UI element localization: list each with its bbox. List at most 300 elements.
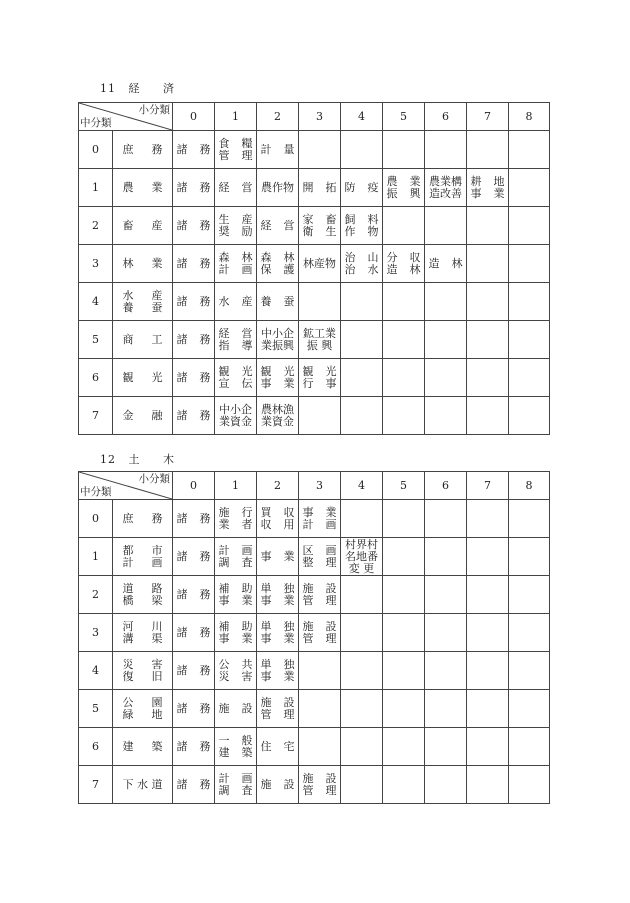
row-code: 5 bbox=[79, 690, 113, 728]
subcategory-cell bbox=[467, 766, 509, 804]
subcategory-cell bbox=[509, 207, 550, 245]
subcategory-cell bbox=[173, 207, 215, 245]
subcategory-cell bbox=[467, 321, 509, 359]
subcategory-cell bbox=[383, 500, 425, 538]
subcategory-cell bbox=[173, 538, 215, 576]
subcategory-cell bbox=[509, 614, 550, 652]
subcategory-cell bbox=[509, 245, 550, 283]
subcategory-cell bbox=[341, 245, 383, 283]
row-code: 5 bbox=[79, 321, 113, 359]
subcategory-text: 経 営 bbox=[260, 218, 295, 232]
subcategory-cell bbox=[383, 245, 425, 283]
subcategory-cell bbox=[509, 766, 550, 804]
section-number: 11 bbox=[100, 82, 116, 95]
subcategory-text: 諸 務 bbox=[176, 332, 211, 346]
column-header: 8 bbox=[509, 103, 550, 131]
subcategory-text: 単 独 事 業 bbox=[260, 657, 295, 683]
category-name-text: 災 害 復 旧 bbox=[122, 657, 163, 683]
column-header: 3 bbox=[299, 472, 341, 500]
subcategory-text: 鉱工業 振 興 bbox=[303, 326, 336, 352]
subcategory-cell bbox=[173, 728, 215, 766]
section-number: 12 bbox=[100, 453, 116, 466]
subcategory-text: 単 独 事 業 bbox=[260, 619, 295, 645]
classification-table-economy bbox=[78, 102, 550, 435]
subcategory-text: 農業構 造改善 bbox=[429, 174, 462, 200]
subcategory-cell bbox=[257, 283, 299, 321]
subcategory-cell bbox=[341, 614, 383, 652]
column-header: 7 bbox=[467, 472, 509, 500]
row-category-name bbox=[113, 614, 173, 652]
subcategory-cell bbox=[509, 500, 550, 538]
subcategory-cell bbox=[257, 690, 299, 728]
section-title-12 bbox=[100, 451, 184, 467]
subcategory-cell bbox=[173, 614, 215, 652]
corner-diagonal-cell bbox=[79, 103, 173, 131]
subcategory-cell bbox=[215, 500, 257, 538]
subcategory-cell bbox=[509, 169, 550, 207]
column-header: 3 bbox=[299, 103, 341, 131]
subcategory-text: 造 林 bbox=[428, 256, 463, 270]
table-row bbox=[79, 359, 550, 397]
row-code: 2 bbox=[79, 576, 113, 614]
category-name-text: 金 融 bbox=[122, 408, 163, 422]
subcategory-cell bbox=[467, 690, 509, 728]
subcategory-text: 家 畜 衛 生 bbox=[302, 212, 337, 238]
table-row bbox=[79, 283, 550, 321]
subcategory-cell bbox=[425, 321, 467, 359]
category-name-text: 農 業 bbox=[122, 180, 163, 194]
subcategory-cell bbox=[383, 359, 425, 397]
column-header: 0 bbox=[173, 472, 215, 500]
subcategory-cell bbox=[257, 245, 299, 283]
subcategory-cell bbox=[425, 245, 467, 283]
subcategory-cell bbox=[215, 207, 257, 245]
row-code: 3 bbox=[79, 245, 113, 283]
subcategory-cell bbox=[467, 131, 509, 169]
subcategory-text: 補 助 事 業 bbox=[218, 581, 253, 607]
row-category-name bbox=[113, 538, 173, 576]
subcategory-text: 事 業 計 画 bbox=[302, 505, 337, 531]
subcategory-cell bbox=[383, 576, 425, 614]
table-row bbox=[79, 500, 550, 538]
subcategory-cell bbox=[509, 576, 550, 614]
category-name-text: 林 業 bbox=[122, 256, 163, 270]
row-category-name bbox=[113, 652, 173, 690]
subcategory-text: 補 助 事 業 bbox=[218, 619, 253, 645]
table-row bbox=[79, 652, 550, 690]
subcategory-cell bbox=[215, 245, 257, 283]
subcategory-text: 農作物 bbox=[261, 180, 294, 194]
subcategory-text: 諸 務 bbox=[176, 370, 211, 384]
subcategory-cell bbox=[257, 321, 299, 359]
subcategory-cell bbox=[509, 690, 550, 728]
column-header: 2 bbox=[257, 103, 299, 131]
subcategory-cell bbox=[425, 576, 467, 614]
subcategory-cell bbox=[383, 614, 425, 652]
row-category-name bbox=[113, 766, 173, 804]
subcategory-cell bbox=[509, 359, 550, 397]
subcategory-cell bbox=[257, 614, 299, 652]
subcategory-cell bbox=[215, 131, 257, 169]
subcategory-text: 生 産 奨 励 bbox=[218, 212, 253, 238]
subcategory-cell bbox=[509, 538, 550, 576]
subcategory-cell bbox=[425, 652, 467, 690]
category-name-text: 建 築 bbox=[122, 739, 163, 753]
subcategory-cell bbox=[299, 614, 341, 652]
subcategory-cell bbox=[215, 169, 257, 207]
subcategory-text: 施 設 bbox=[218, 701, 253, 715]
subcategory-cell bbox=[383, 321, 425, 359]
header-row bbox=[79, 103, 550, 131]
subcategory-cell bbox=[257, 207, 299, 245]
subcategory-text: 計 画 調 査 bbox=[218, 771, 253, 797]
column-header: 7 bbox=[467, 103, 509, 131]
subcategory-cell bbox=[467, 614, 509, 652]
subcategory-text: 中小企 業振興 bbox=[261, 326, 294, 352]
subcategory-cell bbox=[467, 245, 509, 283]
category-name-text: 観 光 bbox=[122, 370, 163, 384]
subcategory-cell bbox=[257, 538, 299, 576]
section-name: 土 木 bbox=[128, 453, 184, 466]
subcategory-cell bbox=[383, 131, 425, 169]
table-row bbox=[79, 245, 550, 283]
subcategory-text: 施 設 管 理 bbox=[302, 581, 337, 607]
subcategory-cell bbox=[173, 500, 215, 538]
subcategory-cell bbox=[467, 576, 509, 614]
subcategory-cell bbox=[341, 500, 383, 538]
column-header: 2 bbox=[257, 472, 299, 500]
subcategory-cell bbox=[215, 652, 257, 690]
subcategory-text: 諸 務 bbox=[176, 511, 211, 525]
subcategory-cell bbox=[425, 690, 467, 728]
subcategory-cell bbox=[425, 359, 467, 397]
subcategory-cell bbox=[173, 690, 215, 728]
subcategory-cell bbox=[467, 169, 509, 207]
subcategory-cell bbox=[509, 397, 550, 435]
subcategory-cell bbox=[425, 131, 467, 169]
column-header: 6 bbox=[425, 103, 467, 131]
row-category-name bbox=[113, 245, 173, 283]
subcategory-cell bbox=[383, 207, 425, 245]
subcategory-cell bbox=[425, 538, 467, 576]
header-row bbox=[79, 472, 550, 500]
row-code: 0 bbox=[79, 131, 113, 169]
subcategory-cell bbox=[509, 728, 550, 766]
subcategory-cell bbox=[257, 652, 299, 690]
subcategory-cell bbox=[299, 397, 341, 435]
subcategory-cell bbox=[341, 359, 383, 397]
subcategory-cell bbox=[383, 538, 425, 576]
row-category-name bbox=[113, 500, 173, 538]
corner-label-subcategory: 小分類 bbox=[138, 104, 170, 116]
subcategory-cell bbox=[341, 766, 383, 804]
subcategory-text: 施 設 管 理 bbox=[260, 695, 295, 721]
subcategory-text: 農 業 振 興 bbox=[386, 174, 421, 200]
subcategory-cell bbox=[383, 397, 425, 435]
column-header: 8 bbox=[509, 472, 550, 500]
subcategory-cell bbox=[215, 576, 257, 614]
subcategory-cell bbox=[509, 131, 550, 169]
subcategory-text: 事 業 bbox=[260, 549, 295, 563]
subcategory-text: 食 糧 管 理 bbox=[218, 136, 253, 162]
row-category-name bbox=[113, 131, 173, 169]
subcategory-cell bbox=[341, 283, 383, 321]
table-row bbox=[79, 397, 550, 435]
subcategory-text: 経 営 指 導 bbox=[218, 326, 253, 352]
subcategory-cell bbox=[173, 131, 215, 169]
subcategory-cell bbox=[299, 728, 341, 766]
subcategory-text: 計 画 調 査 bbox=[218, 543, 253, 569]
row-code: 2 bbox=[79, 207, 113, 245]
subcategory-text: 観 光 事 業 bbox=[260, 364, 295, 390]
subcategory-cell bbox=[173, 321, 215, 359]
column-header: 0 bbox=[173, 103, 215, 131]
column-header: 5 bbox=[383, 103, 425, 131]
subcategory-cell bbox=[299, 321, 341, 359]
table-row bbox=[79, 766, 550, 804]
row-category-name bbox=[113, 169, 173, 207]
subcategory-cell bbox=[467, 652, 509, 690]
subcategory-text: 農林漁 業資金 bbox=[261, 402, 294, 428]
subcategory-cell bbox=[383, 766, 425, 804]
subcategory-text: 諸 務 bbox=[176, 587, 211, 601]
column-header: 5 bbox=[383, 472, 425, 500]
row-code: 1 bbox=[79, 169, 113, 207]
subcategory-text: 計 量 bbox=[260, 142, 295, 156]
subcategory-cell bbox=[467, 397, 509, 435]
subcategory-cell bbox=[341, 169, 383, 207]
classification-table-civil-engineering bbox=[78, 471, 550, 804]
subcategory-cell bbox=[173, 766, 215, 804]
subcategory-text: 飼 料 作 物 bbox=[344, 212, 379, 238]
table-row bbox=[79, 690, 550, 728]
row-code: 0 bbox=[79, 500, 113, 538]
subcategory-text: 区 画 整 理 bbox=[302, 543, 337, 569]
subcategory-cell bbox=[299, 652, 341, 690]
subcategory-cell bbox=[215, 690, 257, 728]
subcategory-text: 観 光 宣 伝 bbox=[218, 364, 253, 390]
subcategory-cell bbox=[299, 131, 341, 169]
row-code: 4 bbox=[79, 283, 113, 321]
subcategory-text: 諸 務 bbox=[176, 625, 211, 639]
category-name-text: 商 工 bbox=[122, 332, 163, 346]
subcategory-text: 諸 務 bbox=[176, 408, 211, 422]
category-name-text: 道 路 橋 梁 bbox=[122, 581, 163, 607]
row-category-name bbox=[113, 283, 173, 321]
row-code: 1 bbox=[79, 538, 113, 576]
corner-label-category: 中分類 bbox=[80, 486, 112, 498]
category-name-text: 下 水 道 bbox=[122, 777, 163, 791]
subcategory-text: 施 設 bbox=[260, 777, 295, 791]
subcategory-cell bbox=[341, 652, 383, 690]
subcategory-cell bbox=[299, 283, 341, 321]
category-name-text: 水 産 養 蚕 bbox=[122, 288, 163, 314]
subcategory-text: 林産物 bbox=[303, 256, 336, 270]
table-row bbox=[79, 169, 550, 207]
column-header: 4 bbox=[341, 103, 383, 131]
subcategory-text: 公 共 災 害 bbox=[218, 657, 253, 683]
subcategory-text: 分 収 造 林 bbox=[386, 250, 421, 276]
column-header: 1 bbox=[215, 103, 257, 131]
subcategory-cell bbox=[425, 766, 467, 804]
subcategory-cell bbox=[299, 690, 341, 728]
table-row bbox=[79, 207, 550, 245]
subcategory-cell bbox=[383, 690, 425, 728]
subcategory-text: 開 拓 bbox=[302, 180, 337, 194]
subcategory-cell bbox=[425, 397, 467, 435]
subcategory-text: 水 産 bbox=[218, 294, 253, 308]
subcategory-cell bbox=[383, 283, 425, 321]
subcategory-cell bbox=[215, 614, 257, 652]
corner-label-subcategory: 小分類 bbox=[138, 473, 170, 485]
subcategory-text: 経 営 bbox=[218, 180, 253, 194]
subcategory-text: 治 山 治 水 bbox=[344, 250, 379, 276]
subcategory-cell bbox=[509, 652, 550, 690]
table-row bbox=[79, 614, 550, 652]
subcategory-text: 施 設 管 理 bbox=[302, 771, 337, 797]
row-code: 6 bbox=[79, 728, 113, 766]
row-code: 6 bbox=[79, 359, 113, 397]
subcategory-text: 諸 務 bbox=[176, 777, 211, 791]
row-code: 7 bbox=[79, 766, 113, 804]
subcategory-cell bbox=[425, 500, 467, 538]
corner-label-category: 中分類 bbox=[80, 117, 112, 129]
column-header: 6 bbox=[425, 472, 467, 500]
category-name-text: 庶 務 bbox=[122, 511, 163, 525]
subcategory-cell bbox=[467, 538, 509, 576]
subcategory-text: 森 林 計 画 bbox=[218, 250, 253, 276]
subcategory-text: 買 収 収 用 bbox=[260, 505, 295, 531]
subcategory-cell bbox=[341, 728, 383, 766]
subcategory-cell bbox=[425, 728, 467, 766]
table-row bbox=[79, 131, 550, 169]
subcategory-cell bbox=[383, 728, 425, 766]
subcategory-cell bbox=[383, 652, 425, 690]
row-category-name bbox=[113, 359, 173, 397]
subcategory-cell bbox=[467, 359, 509, 397]
subcategory-cell bbox=[509, 321, 550, 359]
category-name-text: 河 川 溝 渠 bbox=[122, 619, 163, 645]
subcategory-cell bbox=[425, 207, 467, 245]
subcategory-text: 中小企 業資金 bbox=[219, 402, 252, 428]
table-row bbox=[79, 538, 550, 576]
subcategory-text: 諸 務 bbox=[176, 294, 211, 308]
subcategory-cell bbox=[341, 538, 383, 576]
subcategory-cell bbox=[173, 283, 215, 321]
row-category-name bbox=[113, 321, 173, 359]
subcategory-text: 諸 務 bbox=[176, 142, 211, 156]
subcategory-cell bbox=[173, 652, 215, 690]
subcategory-cell bbox=[341, 207, 383, 245]
subcategory-cell bbox=[299, 766, 341, 804]
table-row bbox=[79, 321, 550, 359]
subcategory-text: 単 独 事 業 bbox=[260, 581, 295, 607]
subcategory-cell bbox=[257, 131, 299, 169]
row-code: 7 bbox=[79, 397, 113, 435]
row-code: 4 bbox=[79, 652, 113, 690]
subcategory-text: 諸 務 bbox=[176, 663, 211, 677]
subcategory-cell bbox=[341, 690, 383, 728]
subcategory-cell bbox=[173, 169, 215, 207]
row-code: 3 bbox=[79, 614, 113, 652]
section-title-11 bbox=[100, 80, 184, 96]
subcategory-cell bbox=[299, 245, 341, 283]
row-category-name bbox=[113, 207, 173, 245]
subcategory-cell bbox=[173, 576, 215, 614]
subcategory-text: 施 行 業 者 bbox=[218, 505, 253, 531]
subcategory-cell bbox=[173, 397, 215, 435]
subcategory-text: 諸 務 bbox=[176, 739, 211, 753]
subcategory-text: 一 般 建 築 bbox=[218, 733, 253, 759]
category-name-text: 公 園 緑 地 bbox=[122, 695, 163, 721]
row-category-name bbox=[113, 690, 173, 728]
subcategory-cell bbox=[341, 131, 383, 169]
subcategory-cell bbox=[257, 728, 299, 766]
subcategory-cell bbox=[215, 538, 257, 576]
subcategory-text: 森 林 保 護 bbox=[260, 250, 295, 276]
subcategory-cell bbox=[299, 207, 341, 245]
subcategory-cell bbox=[467, 207, 509, 245]
subcategory-cell bbox=[257, 500, 299, 538]
subcategory-cell bbox=[341, 397, 383, 435]
subcategory-cell bbox=[299, 576, 341, 614]
subcategory-cell bbox=[467, 728, 509, 766]
subcategory-cell bbox=[425, 614, 467, 652]
subcategory-cell bbox=[341, 576, 383, 614]
subcategory-cell bbox=[257, 397, 299, 435]
subcategory-cell bbox=[257, 766, 299, 804]
subcategory-cell bbox=[215, 728, 257, 766]
subcategory-cell bbox=[215, 321, 257, 359]
subcategory-cell bbox=[173, 245, 215, 283]
subcategory-cell bbox=[173, 359, 215, 397]
subcategory-cell bbox=[425, 169, 467, 207]
subcategory-text: 諸 務 bbox=[176, 218, 211, 232]
subcategory-cell bbox=[215, 283, 257, 321]
subcategory-text: 諸 務 bbox=[176, 180, 211, 194]
subcategory-cell bbox=[509, 283, 550, 321]
subcategory-cell bbox=[299, 500, 341, 538]
subcategory-cell bbox=[467, 500, 509, 538]
subcategory-cell bbox=[257, 359, 299, 397]
subcategory-text: 防 疫 bbox=[344, 180, 379, 194]
subcategory-text: 諸 務 bbox=[176, 701, 211, 715]
subcategory-text: 諸 務 bbox=[176, 549, 211, 563]
table-row bbox=[79, 728, 550, 766]
corner-diagonal-cell bbox=[79, 472, 173, 500]
row-category-name bbox=[113, 576, 173, 614]
subcategory-cell bbox=[467, 283, 509, 321]
subcategory-cell bbox=[215, 397, 257, 435]
section-name: 経 済 bbox=[128, 82, 184, 95]
subcategory-text: 住 宅 bbox=[260, 739, 295, 753]
subcategory-cell bbox=[383, 169, 425, 207]
subcategory-cell bbox=[341, 321, 383, 359]
subcategory-cell bbox=[299, 359, 341, 397]
subcategory-text: 村界村 名地番 変 更 bbox=[345, 537, 378, 575]
column-header: 1 bbox=[215, 472, 257, 500]
subcategory-text: 観 光 行 事 bbox=[302, 364, 337, 390]
column-header: 4 bbox=[341, 472, 383, 500]
subcategory-cell bbox=[215, 766, 257, 804]
subcategory-text: 諸 務 bbox=[176, 256, 211, 270]
subcategory-cell bbox=[425, 283, 467, 321]
subcategory-text: 養 蚕 bbox=[260, 294, 295, 308]
subcategory-cell bbox=[299, 538, 341, 576]
table-row bbox=[79, 576, 550, 614]
subcategory-text: 耕 地 事 業 bbox=[470, 174, 505, 200]
subcategory-text: 施 設 管 理 bbox=[302, 619, 337, 645]
